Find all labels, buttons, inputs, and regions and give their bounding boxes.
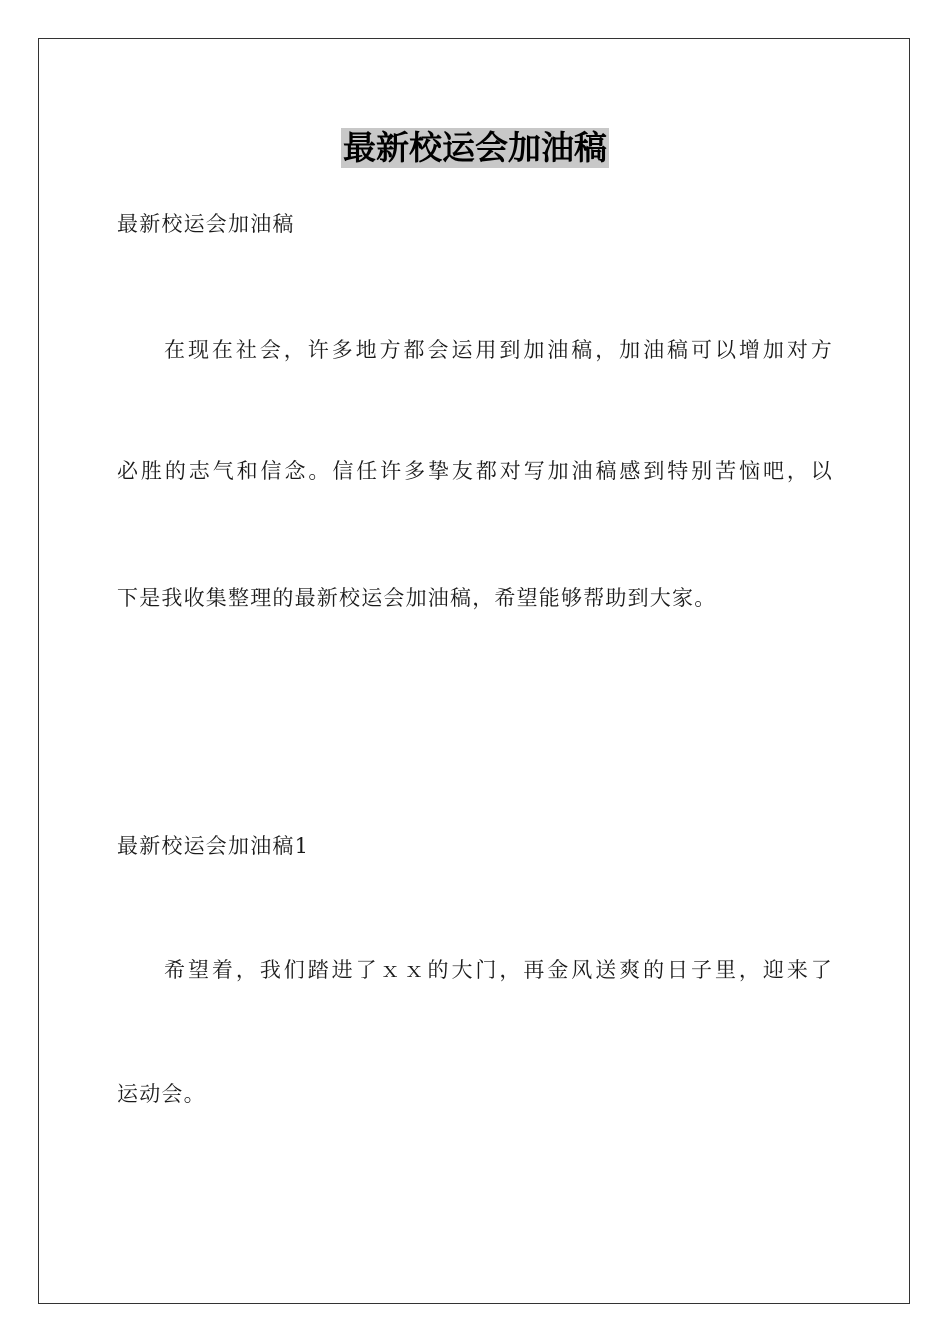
intro-line-1: 在现在社会，许多地方都会运用到加油稿，加油稿可以增加对方 (164, 338, 833, 362)
section-1-heading: 最新校运会加油稿1 (117, 834, 310, 858)
section-1-line-2: 运动会。 (117, 1082, 206, 1106)
section-1-line-1: 希望着，我们踏进了ｘｘ的大门，再金风送爽的日子里，迎来了 (164, 958, 833, 982)
intro-line-3: 下是我收集整理的最新校运会加油稿，希望能够帮助到大家。 (117, 586, 717, 610)
intro-line-2: 必胜的志气和信念。信任许多挚友都对写加油稿感到特别苦恼吧，以 (117, 459, 833, 483)
document-subtitle: 最新校运会加油稿 (117, 212, 295, 236)
document-title: 最新校运会加油稿 (343, 128, 607, 167)
title-container (0, 128, 950, 168)
